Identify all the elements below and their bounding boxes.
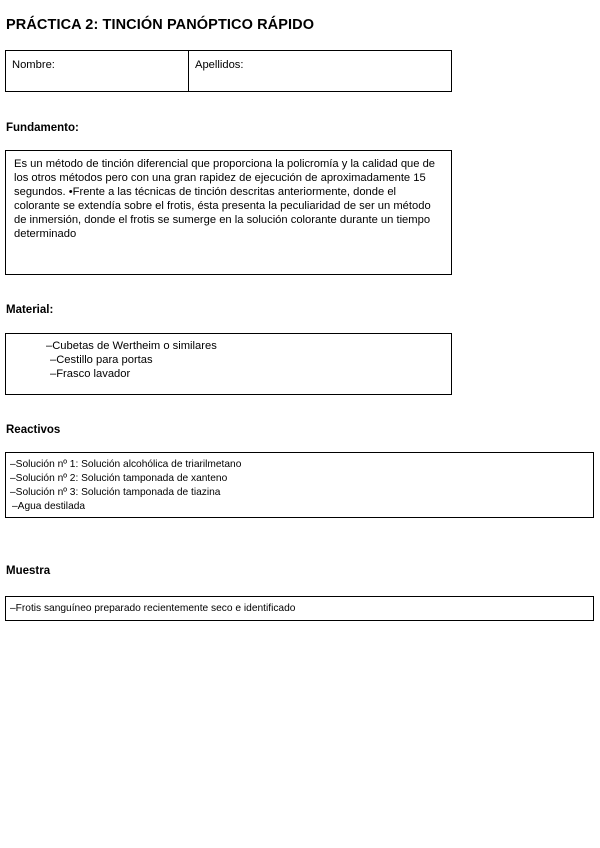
material-heading: Material: (6, 304, 54, 316)
muestra-heading: Muestra (6, 565, 51, 577)
nombre-field[interactable] (6, 51, 189, 91)
material-box (5, 333, 452, 395)
reactivo-item: –Solución nº 3: Solución tamponada de tiazina (10, 487, 221, 498)
material-item: –Cubetas de Wertheim o similares (46, 340, 217, 352)
reactivos-box (5, 452, 594, 518)
apellidos-label: Apellidos: (195, 59, 244, 71)
reactivo-item: –Agua destilada (12, 501, 86, 512)
apellidos-field[interactable] (189, 51, 250, 91)
name-box (5, 50, 452, 92)
muestra-box (5, 596, 594, 621)
fundamento-text: Es un método de tinción diferencial que proporciona la policromía y la calidad que de los otros métodos pero con una gran rapidez de ejecución de aproximadamente 15 segundos. •Frente a las técnicas de tinción descritas anteriormente, donde el colorante se extendía sobre el frotis, ésta presenta la peculiaridad de ser un método de inmersión, donde el frotis se sumerge en la solución colorante durante un tiempo determinado (14, 158, 436, 240)
page-title: PRÁCTICA 2: TINCIÓN PANÓPTICO RÁPIDO (6, 17, 315, 33)
nombre-label: Nombre: (12, 59, 55, 71)
reactivo-item: –Solución nº 1: Solución alcohólica de triarilmetano (10, 459, 242, 470)
material-item: –Cestillo para portas (50, 354, 153, 366)
reactivo-item: –Solución nº 2: Solución tamponada de xanteno (10, 473, 228, 484)
material-item: –Frasco lavador (50, 368, 131, 380)
fundamento-heading: Fundamento: (6, 122, 79, 134)
reactivos-heading: Reactivos (6, 424, 61, 436)
fundamento-box (5, 150, 452, 275)
muestra-text: –Frotis sanguíneo preparado recientemente seco e identificado (10, 603, 296, 614)
